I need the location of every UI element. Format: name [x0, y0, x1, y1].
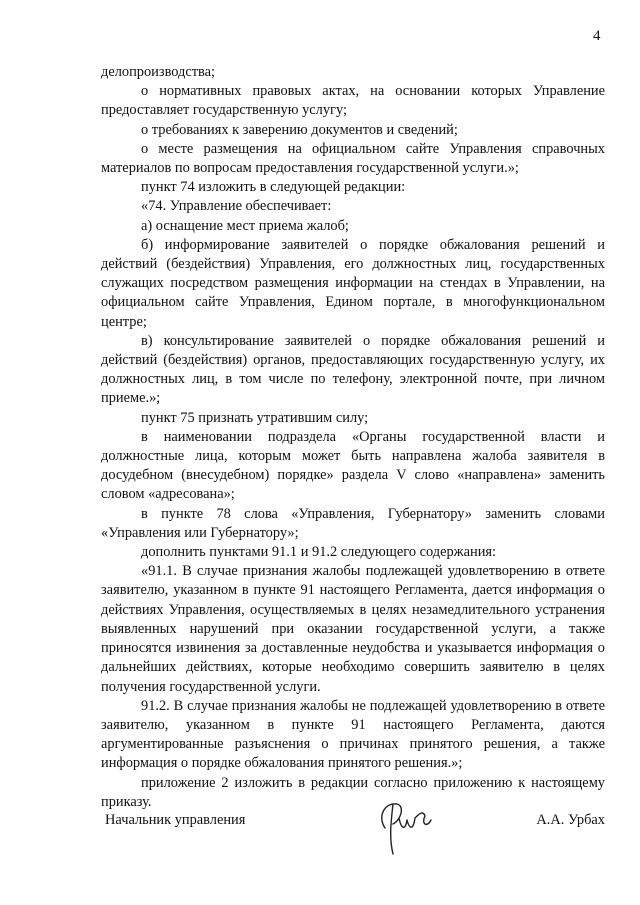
- paragraph: о требованиях к заверению документов и сведений;: [141, 121, 458, 138]
- paragraph: в пункте 78 слова «Управления, Губернатору» заменить словами «Управления или Губернатору»;: [101, 505, 605, 541]
- paragraph: «74. Управление обеспечивает:: [141, 198, 332, 215]
- document-body: [101, 63, 605, 812]
- handwritten-signature: [371, 794, 441, 858]
- paragraph: в наименовании подраздела «Органы государственной власти и должностные лица, которым может быть направлена жалоба заявителя в досудебном (внесудебном) порядке» раздела V слово «направлена» заменить словом «адресована»;: [101, 428, 605, 503]
- paragraph: б) информирование заявителей о порядке обжалования решений и действий (бездействия) Управления, его должностных лиц, государственных служащих посредством размещения информации на стендах в Управлении, на официальном сайте Управления, Едином портале, в многофункциональном центре;: [101, 236, 605, 330]
- paragraph: о месте размещения на официальном сайте Управления справочных материалов по вопросам предоставления государственной услуги.»;: [101, 140, 605, 177]
- paragraph: пункт 74 изложить в следующей редакции:: [141, 179, 406, 196]
- paragraph: а) оснащение мест приема жалоб;: [141, 217, 349, 234]
- paragraph: «91.1. В случае признания жалобы подлежащей удовлетворению в ответе заявителю, указанном в пункте 91 настоящего Регламента, дается информация о действиях Управления, осуществляемых в целях незамедлительного устранения выявленных нарушений при оказании государственной услуги, а также приносятся извинения за доставленные неудобства и указывается информация о дальнейших действиях, которые необходимо совершить заявителю в целях получения государственной услуги.: [101, 563, 605, 695]
- paragraph: 91.2. В случае признания жалобы не подлежащей удовлетворению в ответе заявителю, указанном в пункте 91 настоящего Регламента, даются аргументированные разъяснения о причинах принятого решения, а также информация о порядке обжалования принятого решения.»;: [101, 697, 605, 772]
- paragraph: делопроизводства;: [101, 64, 216, 80]
- signatory-name: А.А. Урбах: [536, 812, 605, 828]
- paragraph: пункт 75 признать утратившим силу;: [141, 409, 369, 426]
- paragraph: в) консультирование заявителей о порядке обжалования решений и действий (бездействия) органов, предоставляющих государственную услугу, их должностных лиц, в том числе по телефону, электронной почте, при личном приеме.»;: [101, 332, 605, 407]
- page-number: 4: [593, 28, 601, 44]
- paragraph: о нормативных правовых актах, на основании которых Управление предоставляет государственную услугу;: [101, 83, 605, 119]
- signatory-position: Начальник управления: [105, 812, 246, 828]
- paragraph: дополнить пунктами 91.1 и 91.2 следующего содержания:: [141, 544, 497, 561]
- paragraph: приложение 2 изложить в редакции согласно приложению к настоящему приказу.: [101, 774, 605, 810]
- signature-block: [101, 800, 605, 860]
